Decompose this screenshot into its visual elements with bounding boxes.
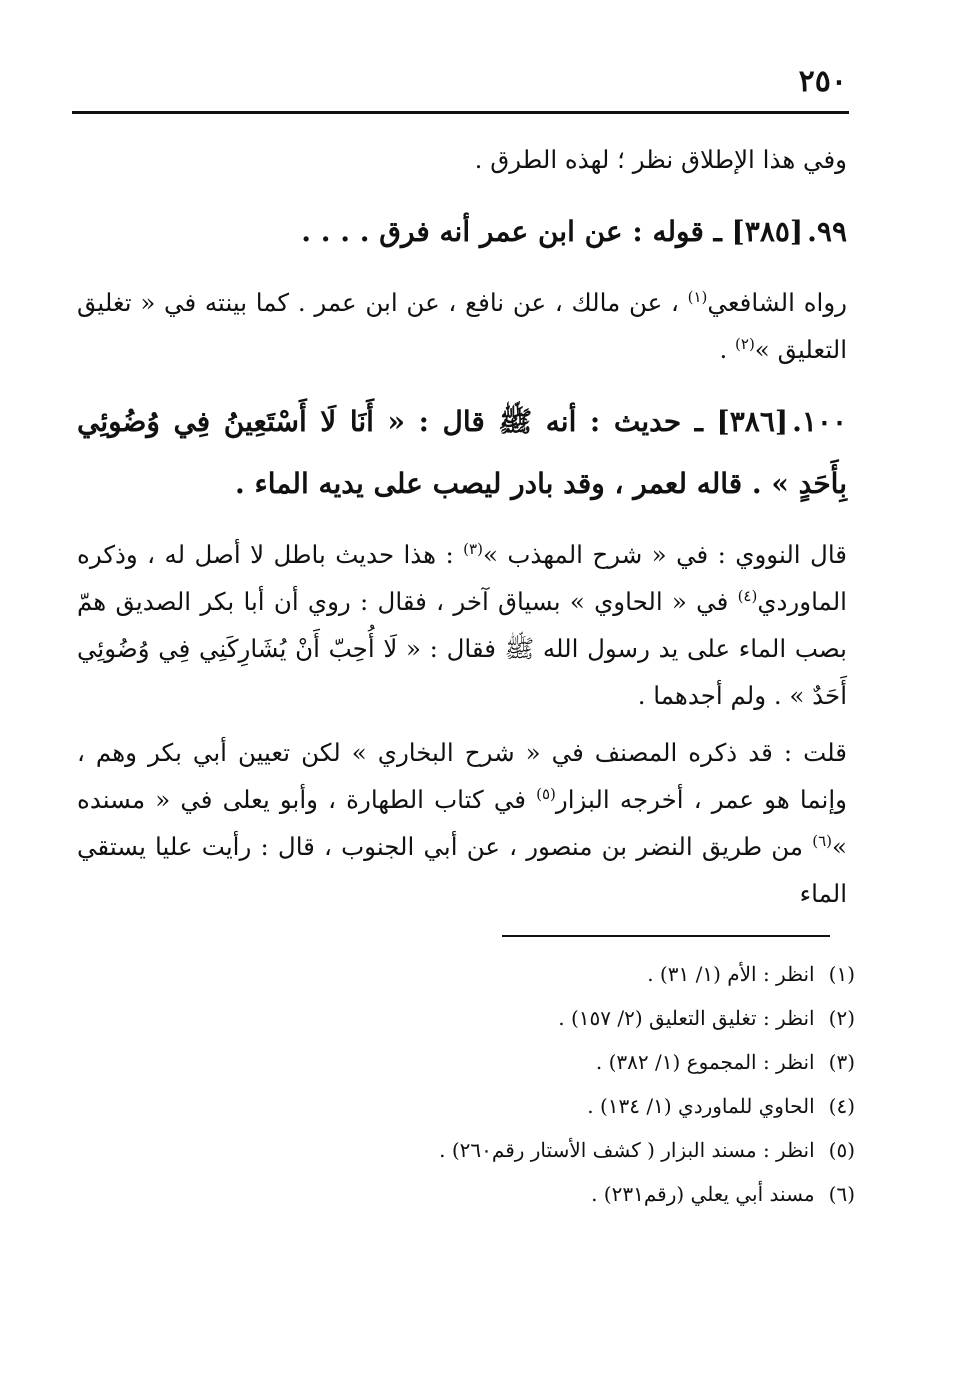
paragraph-text: رواه الشافعي <box>707 288 847 317</box>
footnote-number: (٦) <box>828 1182 855 1206</box>
main-text <box>77 136 847 927</box>
paragraph-text: ، عن مالك ، عن نافع ، عن ابن عمر . كما بينته في « تغليق التعليق » <box>77 288 847 364</box>
footnote-text: انظر : الأم (١/ ٣١) . <box>647 962 815 986</box>
footnote-text: انظر : تغليق التعليق (٢/ ١٥٧) . <box>558 1006 815 1030</box>
paragraph-text: في كتاب الطهارة ، وأبو يعلى في « مسنده » <box>77 785 847 861</box>
footnote-rule <box>502 935 830 937</box>
paragraph-text: : هذا حديث باطل لا أصل له ، وذكره الماوردي <box>77 540 847 616</box>
qultu-paragraph <box>77 729 847 917</box>
nawawi-paragraph <box>77 531 847 719</box>
footnote-ref: (٢) <box>735 334 755 353</box>
entry-99-heading <box>77 201 847 263</box>
footnote-text: انظر : المجموع (١/ ٣٨٢) . <box>595 1050 815 1074</box>
footnote-number: (١) <box>828 962 855 986</box>
paragraph-text: من طريق النضر بن منصور ، عن أبي الجنوب ، قال : رأيت عليا يستقي الماء <box>77 832 847 908</box>
paragraph-text: قلت : قد ذكره المصنف في « شرح البخاري » لكن تعيين أبي بكر وهم ، وإنما هو عمر ، أخرجه البزار <box>77 738 847 814</box>
footnote-ref: (٥) <box>536 784 556 803</box>
footnote-item <box>135 1048 855 1077</box>
intro-line: وفي هذا الإطلاق نظر ؛ لهذه الطرق . <box>474 145 847 174</box>
footnote-ref: (٤) <box>737 586 758 605</box>
footnote-ref: (٦) <box>812 831 832 850</box>
entry-number: ٩٩. <box>807 215 847 248</box>
footnote-number: (٥) <box>828 1138 855 1162</box>
entry-heading-text: [٣٨٥] ـ قوله : عن ابن عمر أنه فرق . . . . <box>301 215 804 248</box>
footnotes-list <box>135 960 855 1224</box>
footnote-item <box>135 960 855 989</box>
paragraph-text: . <box>719 335 736 364</box>
entry-heading-text: [٣٨٦] ـ حديث : أنه ﷺ قال : « أَنَا لَا أَسْتَعِينُ فِي وُضُوئِي بِأَحَدٍ » . قاله لعمر ، وقد بادر ليصب على يديه الماء . <box>77 405 847 500</box>
entry-99-paragraph <box>77 279 847 373</box>
footnote-item <box>135 1136 855 1165</box>
header-rule <box>72 111 849 114</box>
page-number: ٢٥٠ <box>798 64 847 99</box>
footnote-number: (٣) <box>828 1050 855 1074</box>
footnote-item <box>135 1092 855 1121</box>
footnote-number: (٤) <box>828 1094 855 1118</box>
footnote-ref: (٣) <box>463 539 483 558</box>
footnote-text: الحاوي للماوردي (١/ ١٣٤) . <box>587 1094 815 1118</box>
footnote-text: انظر : مسند البزار ( كشف الأستار رقم٢٦٠) . <box>439 1138 815 1162</box>
entry-100-heading <box>77 391 847 515</box>
footnote-item <box>135 1180 855 1209</box>
entry-number: ١٠٠. <box>792 405 847 438</box>
paragraph-text: في « الحاوي » بسياق آخر ، فقال : روي أن أبا بكر الصديق همّ بصب الماء على يد رسول الله ﷺ فقال : « لَا أُحِبّ أَنْ يُشَارِكَنِي فِي وُضُوئِي أَحَدٌ » . ولم أجدهما . <box>77 587 847 710</box>
paragraph-text: قال النووي : في « شرح المهذب » <box>482 540 847 569</box>
footnote-number: (٢) <box>828 1006 855 1030</box>
footnote-item <box>135 1004 855 1033</box>
footnote-ref: (١) <box>687 287 708 306</box>
footnote-text: مسند أبي يعلي (رقم٢٣١) . <box>591 1182 815 1206</box>
